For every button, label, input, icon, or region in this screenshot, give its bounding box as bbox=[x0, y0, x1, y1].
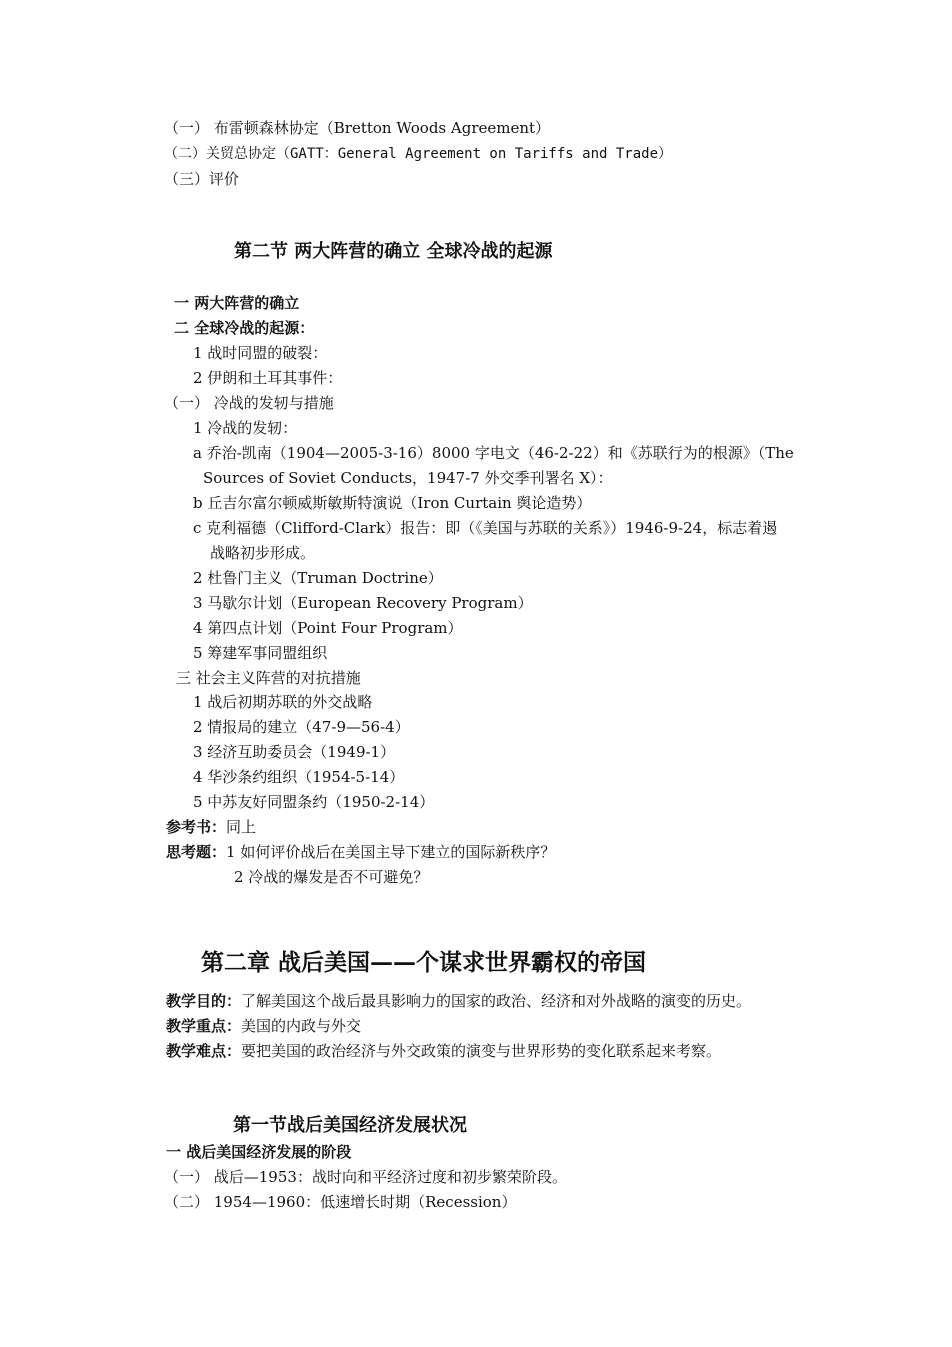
list-item: 2 情报局的建立（47-9—56-4） bbox=[193, 718, 410, 736]
subheading-socialist-camp: 三 社会主义阵营的对抗措施 bbox=[176, 669, 361, 687]
teaching-difficulty-text: 要把美国的政治经济与外交政策的演变与世界形势的变化联系起来考察。 bbox=[241, 1042, 722, 1060]
teaching-focus bbox=[166, 1016, 361, 1036]
list-item: 3 经济互助委员会（1949-1） bbox=[193, 743, 396, 761]
question-text: 1 如何评价战后在美国主导下建立的国际新秩序？ bbox=[226, 843, 556, 861]
list-item: b 丘吉尔富尔顿威斯敏斯特演说（Iron Curtain 舆论造势） bbox=[193, 494, 592, 512]
question-text: 2 冷战的爆发是否不可避免？ bbox=[234, 868, 429, 886]
list-item: 2 伊朗和土耳其事件： bbox=[193, 369, 343, 387]
teaching-focus-label: 教学重点： bbox=[166, 1017, 242, 1035]
teaching-goal bbox=[166, 991, 751, 1011]
question-label: 思考题： bbox=[166, 843, 227, 861]
list-item: c 克利福德（Clifford-Clark）报告：即（《美国与苏联的关系》）1946-9-24，标志着遏 bbox=[193, 519, 778, 537]
teaching-goal-label: 教学目的： bbox=[166, 992, 242, 1010]
teaching-difficulty bbox=[166, 1041, 721, 1061]
subheading-cold-war-origin: 二 全球冷战的起源： bbox=[174, 319, 315, 337]
list-item-continuation: Sources of Soviet Conducts，1947-7 外交季刊署名 X）： bbox=[203, 469, 613, 487]
list-item-continuation: 战略初步形成。 bbox=[210, 544, 316, 562]
section-heading-two-camps: 第二节 两大阵营的确立 全球冷战的起源 bbox=[234, 241, 553, 262]
subheading-economy-stages: 一 战后美国经济发展的阶段 bbox=[166, 1143, 352, 1161]
teaching-focus-text: 美国的内政与外交 bbox=[241, 1017, 362, 1035]
list-item: 2 杜鲁门主义（Truman Doctrine） bbox=[193, 569, 443, 587]
list-item: （一） 冷战的发轫与措施 bbox=[164, 394, 334, 412]
subheading-two-camps: 一 两大阵营的确立 bbox=[174, 294, 300, 312]
reference-text: 同上 bbox=[226, 818, 257, 836]
list-item: 1 战后初期苏联的外交战略 bbox=[193, 693, 373, 711]
list-item: （二） 1954—1960：低速增长时期（Recession） bbox=[164, 1193, 517, 1211]
list-item: a 乔治-凯南（1904—2005-3-16）8000 字电文（46-2-22）和《苏联行为的根源》（The bbox=[193, 444, 794, 462]
list-item: 5 筹建军事同盟组织 bbox=[193, 644, 328, 662]
list-item: （一） 战后—1953：战时向和平经济过度和初步繁荣阶段。 bbox=[164, 1168, 567, 1186]
reference-line bbox=[166, 817, 256, 837]
reference-label: 参考书： bbox=[166, 818, 227, 836]
teaching-difficulty-label: 教学难点： bbox=[166, 1042, 242, 1060]
section-item-evaluation: （三）评价 bbox=[164, 170, 240, 188]
list-item: 4 华沙条约组织（1954-5-14） bbox=[193, 768, 405, 786]
section-item-gatt: （二）关贸总协定（GATT：General Agreement on Tariffs and Trade） bbox=[164, 146, 673, 162]
list-item: 3 马歇尔计划（European Recovery Program） bbox=[193, 594, 533, 612]
teaching-goal-text: 了解美国这个战后最具影响力的国家的政治、经济和对外战略的演变的历史。 bbox=[241, 992, 752, 1010]
question-line bbox=[166, 842, 555, 862]
list-item: 1 冷战的发轫： bbox=[193, 419, 298, 437]
chapter-title: 第二章 战后美国——个谋求世界霸权的帝国 bbox=[201, 949, 647, 976]
list-item: 5 中苏友好同盟条约（1950-2-14） bbox=[193, 793, 435, 811]
section-heading-us-economy: 第一节战后美国经济发展状况 bbox=[233, 1115, 467, 1136]
list-item: 1 战时同盟的破裂： bbox=[193, 344, 328, 362]
list-item: 4 第四点计划（Point Four Program） bbox=[193, 619, 463, 637]
section-item-bretton-woods: （一） 布雷顿森林协定（Bretton Woods Agreement） bbox=[164, 119, 551, 137]
